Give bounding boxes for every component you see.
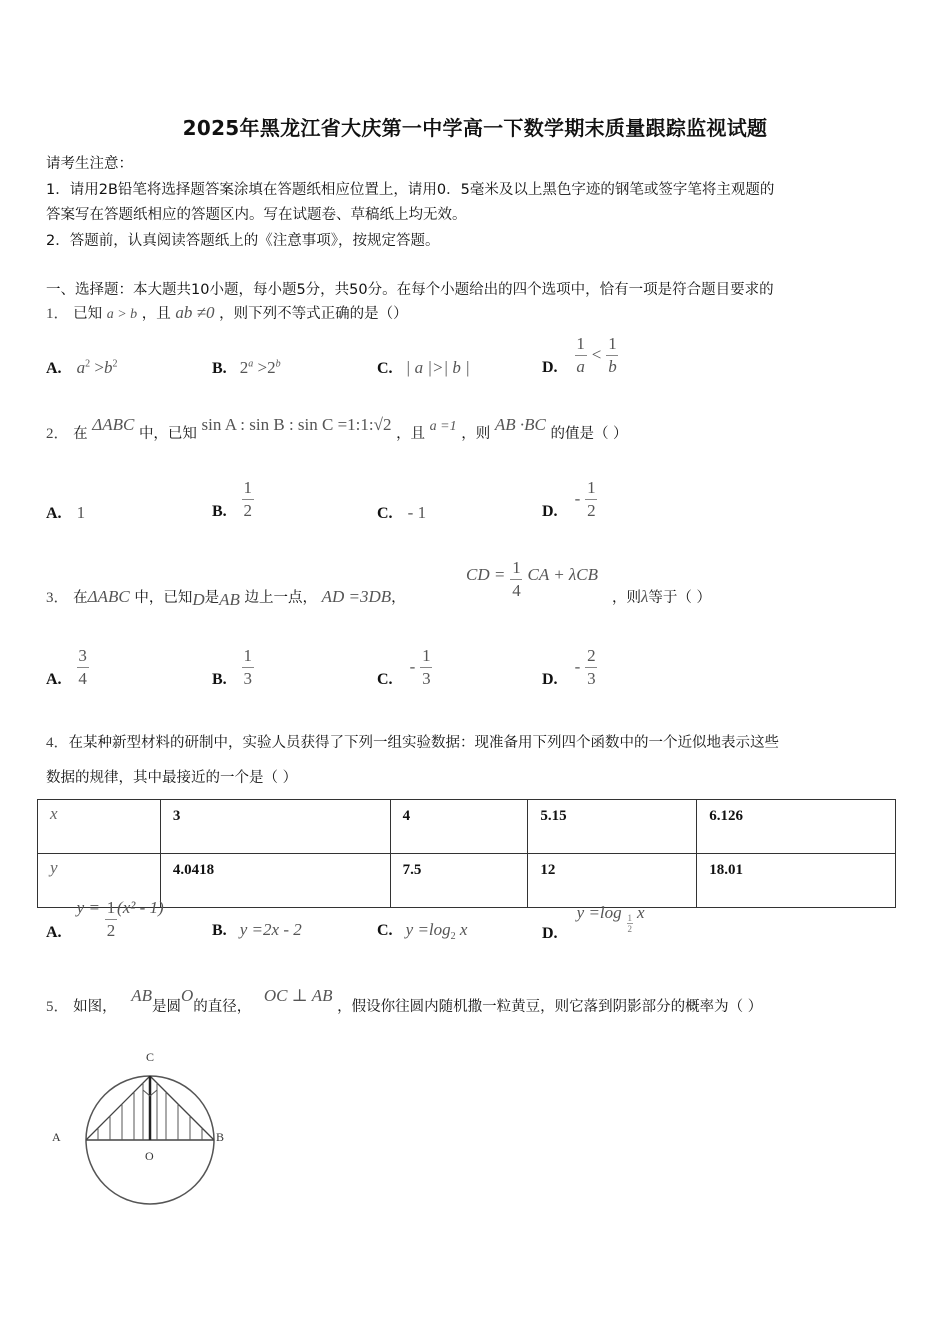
table-header-y: y [38, 854, 161, 908]
question-5-stem: 5． 如图， AB是圆O的直径， OC ⊥ AB ，假设你往圆内随机撒一粒黄豆，则它落到阴影部分的概率为（ ） [46, 986, 763, 1015]
question-2-option-a[interactable]: A. 1 [46, 503, 86, 522]
question-3-stem-end: ，则λ等于（ ） [612, 587, 711, 606]
question-4-option-b[interactable]: B. y =2x - 2 [212, 920, 302, 939]
question-1-option-d[interactable]: D. $\frac{1}{a}$ < $\frac{1}{b}$ [542, 334, 617, 376]
math: ΔABC [92, 415, 135, 434]
math: sin A : sin B : sin C =1:1:√2 [201, 415, 392, 434]
table-cell: 4.0418 [160, 854, 390, 908]
circle-figure [40, 1040, 240, 1220]
question-4-option-a[interactable]: A. y = $\frac{1}{2}$ (x² - 1) [46, 898, 164, 941]
math: AB [219, 590, 240, 609]
question-3-option-a[interactable]: A. $\frac{3}{4}$ [46, 646, 87, 688]
data-table [37, 799, 896, 908]
math: OC ⊥ AB [263, 986, 333, 1005]
question-4-stem-line-1: 4．在某种新型材料的研制中，实验人员获得了下列一组实验数据：现准备用下列四个函数中的一个近似地表示这些 [46, 735, 780, 751]
math: a > b [106, 307, 138, 322]
math: a =1 [429, 419, 457, 434]
section-heading: 一、选择题：本大题共10小题，每小题5分，共50分。在每个小题给出的四个选项中，恰有一项是符合题目要求的 [46, 282, 774, 298]
label-b: B [216, 1130, 225, 1144]
table-row [38, 854, 896, 908]
math: ΔABC [87, 587, 130, 606]
table-cell: 18.01 [697, 854, 896, 908]
math: AB ·BC [494, 415, 546, 434]
table-cell: 3 [160, 800, 390, 854]
question-4-option-c[interactable]: C. $y =\log_2$ x [377, 920, 468, 943]
page-title: 2025年黑龙江省大庆第一中学高一下数学期末质量跟踪监视试题 [182, 116, 768, 140]
chord-ac [86, 1076, 150, 1140]
math: ab ≠0 [175, 303, 215, 322]
question-2-option-c[interactable]: C. - 1 [377, 503, 427, 522]
notice-line-1: 1．请用2B铅笔将选择题答案涂填在答题纸相应位置上，请用0．5毫米及以上黑色字迹的钢笔或签字笔将主观题的 [46, 182, 775, 198]
question-1-option-c[interactable]: C. | a |>| b | [377, 358, 470, 377]
question-3-option-b[interactable]: B. $\frac{1}{3}$ [212, 646, 253, 688]
table-cell: 6.126 [697, 800, 896, 854]
label-a: A [52, 1130, 61, 1144]
math: AB [131, 986, 153, 1005]
question-number: 1． [46, 306, 69, 322]
question-2-stem: 2． 在 ΔABC 中，已知 sin A : sin B : sin C =1:1:√2 ，且 a =1 ，则 AB ·BC 的值是（ ） [46, 415, 628, 442]
math: AD =3DB [321, 587, 392, 606]
notice-line-3: 2．答题前，认真阅读答题纸上的《注意事项》，按规定答题。 [46, 233, 440, 249]
table-cell: 12 [528, 854, 697, 908]
question-4-stem-line-2: 数据的规律，其中最接近的一个是（ ） [46, 770, 298, 786]
question-1-stem: 1． 已知 a > b ，且 ab ≠0 ，则下列不等式正确的是（） [46, 303, 408, 322]
table-row [38, 800, 896, 854]
label-c: C [146, 1050, 155, 1064]
question-2-option-b[interactable]: B. $\frac{1}{2}$ [212, 478, 253, 520]
label-o: O [145, 1149, 154, 1163]
question-1-option-a[interactable]: A. $a^2 >b^2$ [46, 358, 118, 377]
notice-heading: 请考生注意： [46, 156, 133, 172]
table-cell: 7.5 [390, 854, 528, 908]
question-3-option-c[interactable]: C. - $\frac{1}{3}$ [377, 646, 431, 688]
question-3-vector-equation: CD = $\frac{1}{4}$ CA + λCB [466, 558, 599, 600]
question-3-stem: 3． 在ΔABC 中，已知D是AB 边上一点， AD =3DB， [46, 587, 406, 609]
table-cell: 4 [390, 800, 528, 854]
table-header-x: x [38, 800, 161, 854]
question-4-option-d[interactable]: D. y =log $\frac{1}{2}$ x [542, 903, 645, 942]
question-3-option-d[interactable]: D. - $\frac{2}{3}$ [542, 646, 596, 688]
question-1-option-b[interactable]: B. $2^a >2^b$ [212, 358, 281, 377]
question-2-option-d[interactable]: D. - $\frac{1}{2}$ [542, 478, 596, 520]
notice-line-2: 答案写在答题纸相应的答题区内。写在试题卷、草稿纸上均无效。 [46, 207, 467, 223]
math: D [192, 590, 205, 609]
math: O [181, 986, 194, 1005]
table-cell: 5.15 [528, 800, 697, 854]
chord-bc [150, 1076, 214, 1140]
